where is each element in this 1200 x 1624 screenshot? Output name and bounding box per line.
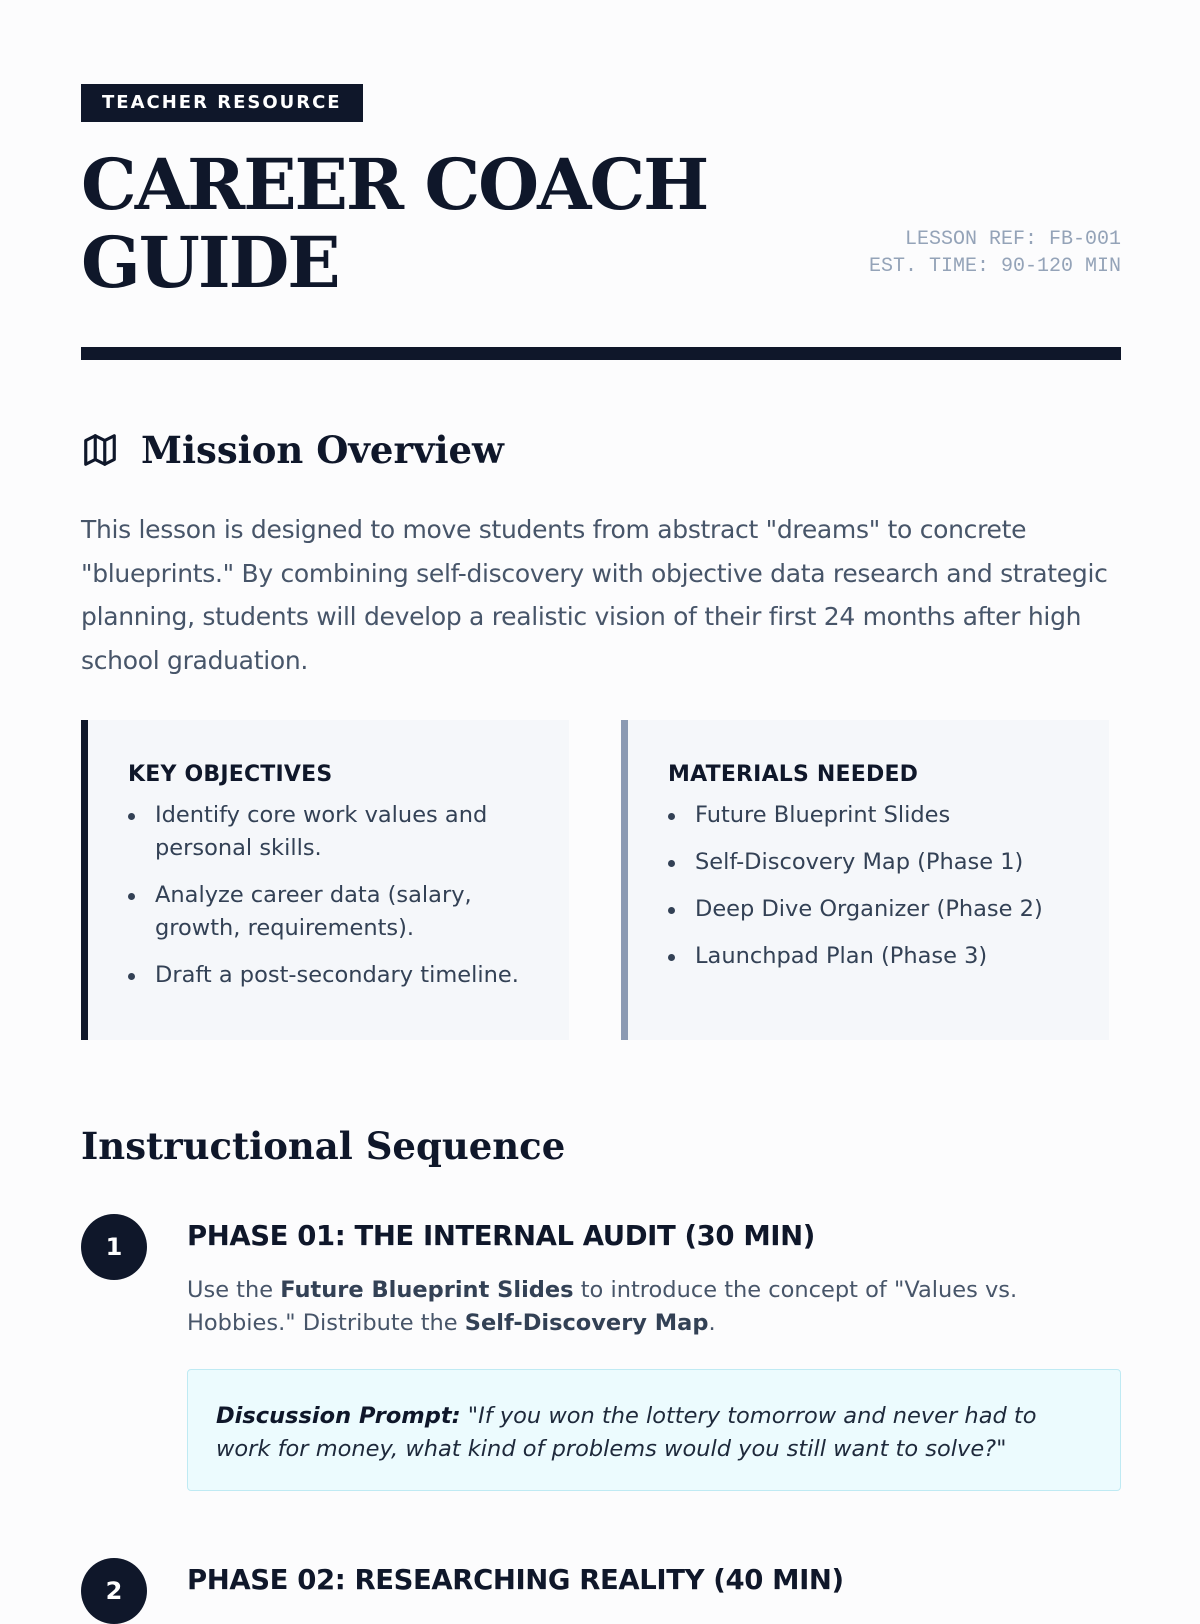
materials-list [668, 799, 1079, 973]
key-objectives-list [128, 799, 539, 992]
lesson-ref: LESSON REF: FB-001 [904, 228, 1121, 251]
phase-1-description: Use the Future Blueprint Slides to introduce the concept of "Values vs. Hobbies." Distribute the Self-Discovery Map. [187, 1277, 1018, 1336]
materials-needed-card [621, 720, 1109, 1040]
lesson-meta [861, 226, 1121, 280]
list-item: Launchpad Plan (Phase 3) [695, 940, 1079, 973]
self-discovery-map-reference: Self-Discovery Map [464, 1310, 709, 1336]
list-item: Future Blueprint Slides [695, 799, 1079, 832]
phase-2-title: PHASE 02: RESEARCHING REALITY (40 MIN) [187, 1564, 844, 1596]
discussion-prompt-box [187, 1369, 1121, 1491]
title-line-2: GUIDE [81, 221, 339, 304]
materials-needed-heading: MATERIALS NEEDED [668, 762, 919, 787]
list-item: Identify core work values and personal skills. [155, 799, 539, 865]
mission-overview-heading: Mission Overview [141, 428, 504, 472]
discussion-prompt-text: "If you won the lottery tomorrow and never had to work for money, what kind of problems would you still want to solve?" [216, 1403, 1037, 1462]
mission-overview-header [81, 428, 504, 472]
phase-number-badge: 2 [81, 1558, 147, 1624]
list-item: Self-Discovery Map (Phase 1) [695, 846, 1079, 879]
header-divider [81, 347, 1121, 360]
slides-reference: Future Blueprint Slides [280, 1277, 574, 1303]
phase-1-title: PHASE 01: THE INTERNAL AUDIT (30 MIN) [187, 1220, 815, 1252]
title-line-1: CAREER COACH [81, 143, 708, 226]
list-item: Draft a post-secondary timeline. [155, 959, 539, 992]
map-icon [81, 431, 119, 469]
key-objectives-card [81, 720, 569, 1040]
key-objectives-heading: KEY OBJECTIVES [128, 762, 333, 787]
teacher-resource-badge: TEACHER RESOURCE [81, 84, 363, 122]
instructional-sequence-heading: Instructional Sequence [81, 1124, 566, 1168]
list-item: Deep Dive Organizer (Phase 2) [695, 893, 1079, 926]
discussion-prompt-label: Discussion Prompt: [216, 1403, 461, 1429]
list-item: Analyze career data (salary, growth, requirements). [155, 879, 539, 945]
est-time: EST. TIME: 90-120 MIN [868, 255, 1121, 278]
page-title [81, 143, 781, 304]
mission-overview-text: This lesson is designed to move students from abstract "dreams" to concrete "blueprints." By combining self-discovery with objective data research and strategic planning, students will develop a realistic vision of their first 24 months after high school graduation. [81, 515, 1108, 675]
phase-number-badge: 1 [81, 1214, 147, 1280]
